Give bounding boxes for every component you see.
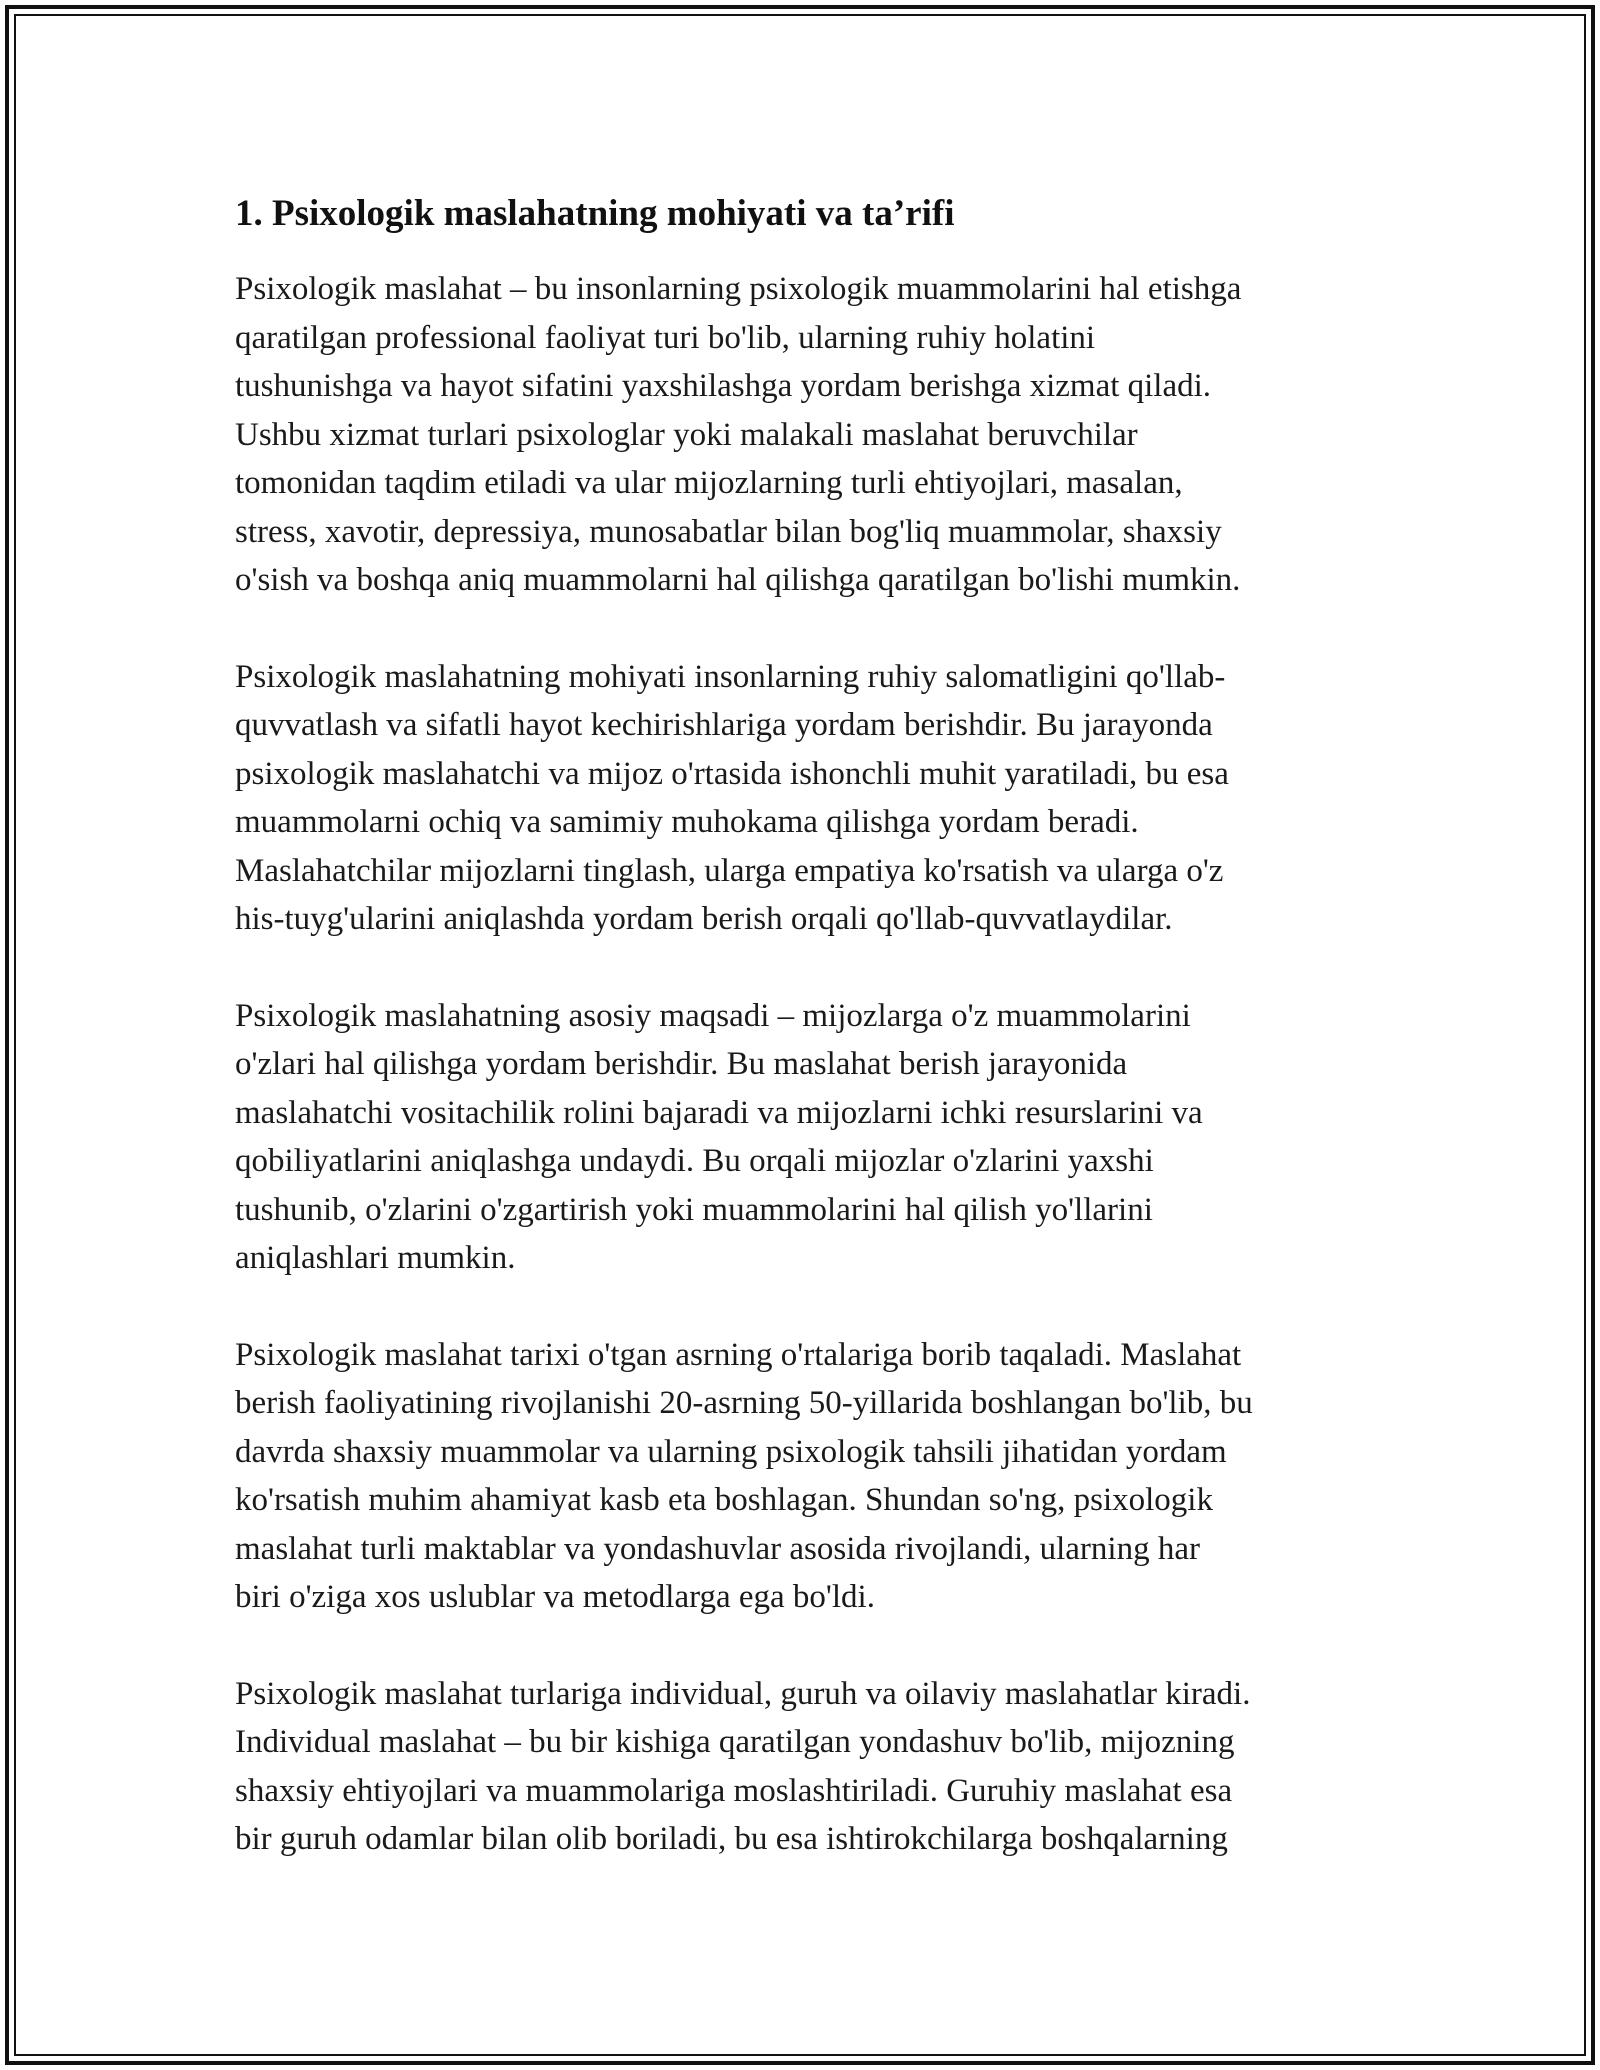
- paragraph-line: tushunib, o'zlarini o'zgartirish yoki muammolarini hal qilish yo'llarini: [235, 1191, 1153, 1228]
- paragraph-line: Psixologik maslahatning asosiy maqsadi – mijozlarga o'z muammolarini: [235, 997, 1191, 1034]
- paragraph-line: psixologik maslahatchi va mijoz o'rtasida ishonchli muhit yaratiladi, bu esa: [235, 755, 1229, 792]
- paragraph-line: Psixologik maslahat – bu insonlarning psixologik muammolarini hal etishga: [235, 271, 1242, 307]
- paragraph-1: [235, 265, 1375, 605]
- paragraph-4: [235, 1331, 1375, 1622]
- paragraph-line: tushunishga va hayot sifatini yaxshilashga yordam berishga xizmat qiladi.: [235, 368, 1212, 404]
- paragraph-line: o'sish va boshqa aniq muammolarni hal qilishga qaratilgan bo'lishi mumkin.: [235, 562, 1241, 598]
- paragraph-line: berish faoliyatining rivojlanishi 20-asrning 50-yillarida boshlangan bo'lib, bu: [235, 1385, 1253, 1421]
- paragraph-line: biri o'ziga xos uslublar va metodlarga ega bo'ldi.: [235, 1579, 875, 1615]
- section-title: 1. Psixologik maslahatning mohiyati va ta’rifi: [235, 193, 955, 234]
- paragraph-line: stress, xavotir, depressiya, munosabatlar bilan bog'liq muammolar, shaxsiy: [235, 513, 1222, 550]
- paragraph-line: davrda shaxsiy muammolar va ularning psixologik tahsili jihatidan yordam: [235, 1433, 1227, 1470]
- paragraph-line: shaxsiy ehtiyojlari va muammolariga moslashtiriladi. Guruhiy maslahat esa: [235, 1772, 1233, 1809]
- paragraph-line: maslahatchi vositachilik rolini bajaradi va mijozlarni ichki resurslarini va: [235, 1094, 1203, 1131]
- paragraph-line: Individual maslahat – bu bir kishiga qaratilgan yondashuv bo'lib, mijozning: [235, 1724, 1235, 1760]
- paragraph-line: qaratilgan professional faoliyat turi bo'lib, ularning ruhiy holatini: [235, 319, 1096, 356]
- paragraph-line: aniqlashlari mumkin.: [235, 1240, 516, 1276]
- paragraph-line: his-tuyg'ularini aniqlashda yordam berish orqali qo'llab-quvvatlaydilar.: [235, 901, 1173, 937]
- paragraph-line: maslahat turli maktablar va yondashuvlar asosida rivojlandi, ularning har: [235, 1530, 1200, 1567]
- paragraph-5: [235, 1670, 1375, 1864]
- paragraph-2: [235, 653, 1375, 944]
- document-body: [235, 185, 1375, 1912]
- paragraph-line: Ushbu xizmat turlari psixologlar yoki malakali maslahat beruvchilar: [235, 416, 1138, 453]
- paragraph-line: o'zlari hal qilishga yordam berishdir. Bu maslahat berish jarayonida: [235, 1046, 1128, 1082]
- paragraph-line: Maslahatchilar mijozlarni tinglash, ularga empatiya ko'rsatish va ularga o'z: [235, 852, 1224, 889]
- paragraph-line: Psixologik maslahat turlariga individual, guruh va oilaviy maslahatlar kiradi.: [235, 1675, 1251, 1712]
- paragraph-line: Psixologik maslahat tarixi o'tgan asrning o'rtalariga borib taqaladi. Maslahat: [235, 1336, 1242, 1373]
- paragraph-line: bir guruh odamlar bilan olib boriladi, bu esa ishtirokchilarga boshqalarning: [235, 1821, 1228, 1857]
- paragraph-line: Psixologik maslahatning mohiyati insonlarning ruhiy salomatligini qo'llab-: [235, 658, 1226, 695]
- paragraph-line: qobiliyatlarini aniqlashga undaydi. Bu orqali mijozlar o'zlarini yaxshi: [235, 1143, 1154, 1179]
- paragraph-line: muammolarni ochiq va samimiy muhokama qilishga yordam beradi.: [235, 804, 1139, 840]
- paragraph-line: ko'rsatish muhim ahamiyat kasb eta boshlagan. Shundan so'ng, psixologik: [235, 1482, 1213, 1518]
- paragraph-line: tomonidan taqdim etiladi va ular mijozlarning turli ehtiyojlari, masalan,: [235, 465, 1183, 501]
- paragraph-3: [235, 992, 1375, 1283]
- paragraph-line: quvvatlash va sifatli hayot kechirishlariga yordam berishdir. Bu jarayonda: [235, 707, 1213, 743]
